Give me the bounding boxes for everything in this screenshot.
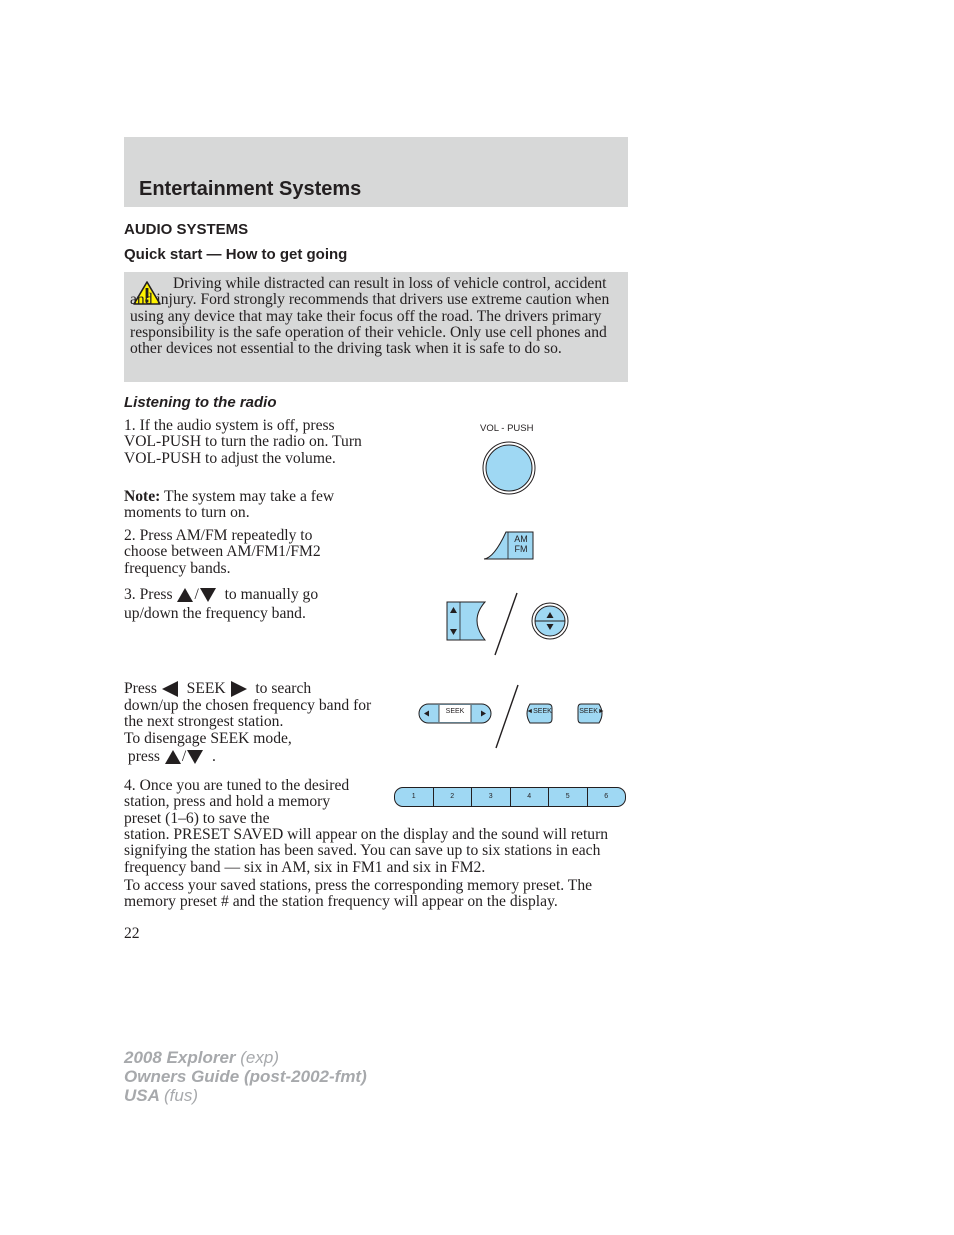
access-text: To access your saved stations, press the corresponding memory preset. The memory preset # and the station frequency will appear on the display. [124,877,593,911]
section-title: AUDIO SYSTEMS [124,221,249,238]
am-fm-label [508,534,534,554]
step-3-press: 3. Press [124,586,173,603]
seek-to-search: to search [255,680,312,697]
page-number: 22 [124,925,140,942]
section-header [124,137,628,207]
footer-guide: Owners Guide (post-2002-fmt) [124,1067,367,1086]
preset-button-5[interactable]: 5 [549,788,588,806]
step-4-text-b: station. PRESET SAVED will appear on the display and the sound will return signifying the station has been saved. You can save up to six stations in each frequency band — six in AM, six in FM1 and six in FM2. [124,826,609,876]
seek-paragraph [124,679,384,766]
footer-model: 2008 Explorer [124,1048,236,1067]
seek-disengage: To disengage SEEK mode, [124,729,292,747]
step-3-paragraph [124,585,384,623]
seek-word: SEEK [186,680,226,697]
arrow-right-icon [230,681,248,697]
subsection-title: Quick start — How to get going [124,246,348,263]
seek-sep: / [181,747,187,765]
seek-buttons-illustration [418,683,610,751]
seek-press: Press [124,680,157,697]
step-3-go: to manually go [224,586,319,603]
step-3-sep: / [194,586,199,603]
footer-market-code: (fus) [164,1086,198,1105]
preset-button-1[interactable]: 1 [395,788,434,806]
seek-right-label: SEEK► [579,708,605,715]
seek-press-2: press [127,747,160,765]
footer-market: USA [124,1086,160,1105]
step-2-text: 2. Press AM/FM repeatedly to choose between AM/FM1/FM2 frequency bands. [124,527,321,577]
seek-center-label: SEEK [445,708,465,715]
step-4-text-a: 4. Once you are tuned to the desired station, press and hold a memory preset (1–6) to save the [124,777,350,827]
arrow-down-icon [186,749,204,765]
preset-button-4[interactable]: 4 [511,788,550,806]
arrow-up-icon [176,587,194,603]
footer [124,1048,367,1105]
note-label: Note: [124,488,161,505]
am-label: AM [514,534,528,544]
fm-label: FM [514,544,528,554]
preset-button-2[interactable]: 2 [434,788,473,806]
preset-button-6[interactable]: 6 [604,793,609,800]
note-paragraph [124,489,369,522]
memory-preset-bar [394,787,626,807]
seek-left-label: ◄SEEK [526,708,552,715]
seek-period: . [212,747,216,765]
arrow-left-icon [161,681,179,697]
vol-push-label: VOL - PUSH [480,423,534,434]
vol-push-knob[interactable] [480,438,540,498]
arrow-down-icon [199,587,217,603]
arrow-up-icon [164,749,182,765]
warning-box [124,272,628,382]
header-title: Entertainment Systems [139,178,362,200]
step-3-band: up/down the frequency band. [124,605,306,622]
footer-model-code: (exp) [240,1048,279,1067]
listening-title: Listening to the radio [124,394,277,411]
preset-button-3[interactable]: 3 [472,788,511,806]
note-text: The system may take a few moments to turn on. [124,488,335,522]
tune-buttons-illustration [445,590,575,658]
warning-text: Driving while distracted can result in loss of vehicle control, accident and injury. Ford strongly recommends that drivers use extreme caution when using any device that may take their focus off the road. The drivers primary responsibility is the safe operation of their vehicle. Only use cell phones and other devices not essential to the driving task when it is safe to do so. [130,275,610,358]
step-1-text: 1. If the audio system is off, press VOL-PUSH to turn the radio on. Turn VOL-PUSH to adjust the volume. [124,417,362,467]
seek-rest: down/up the chosen frequency band for the next strongest station. [124,697,372,731]
